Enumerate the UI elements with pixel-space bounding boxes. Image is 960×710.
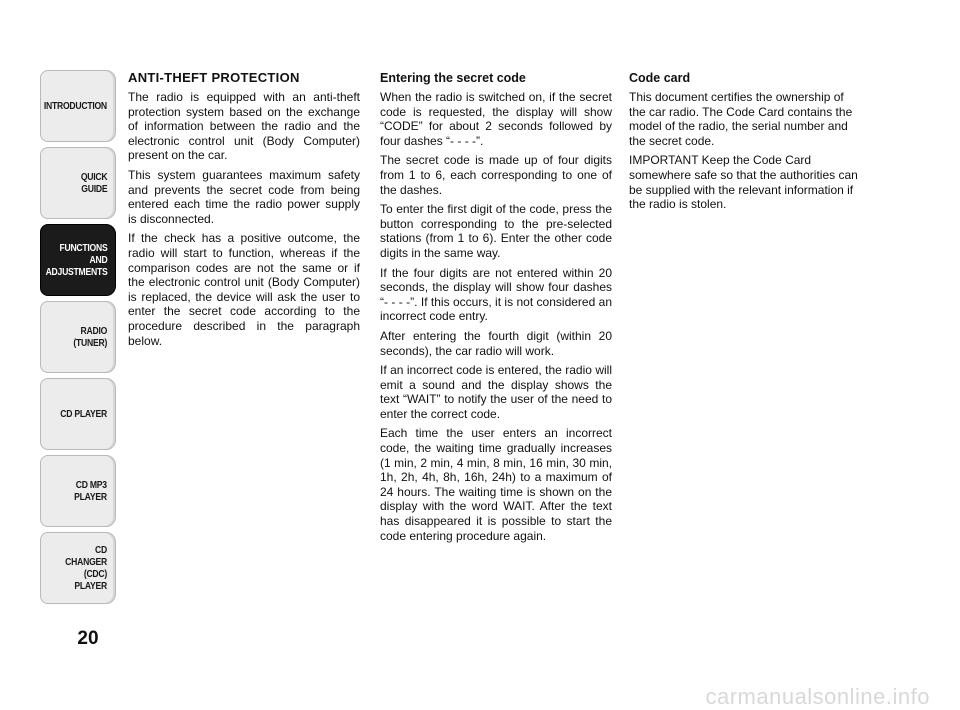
tab-quick-guide[interactable] <box>40 147 116 219</box>
column-anti-theft <box>128 70 360 353</box>
tab-cd-player[interactable] <box>40 378 116 450</box>
tab-cd-mp3-player[interactable] <box>40 455 116 527</box>
tab-label: FUNCTIONS AND ADJUSTMENTS <box>45 242 107 278</box>
tab-functions-and-adjustments[interactable] <box>40 224 116 296</box>
paragraph: If an incorrect code is entered, the radio will emit a sound and the display shows the text “WAIT” to notify the user of the need to enter the correct code. <box>380 363 612 421</box>
tab-label: CD PLAYER <box>60 408 107 420</box>
tab-radio-tuner[interactable] <box>40 301 116 373</box>
paragraph: IMPORTANT Keep the Code Card somewhere safe so that the authorities can be supplied with the relevant information if the radio is stolen. <box>629 153 858 212</box>
watermark-footer: carmanualsonline.info <box>705 684 930 709</box>
paragraph: The radio is equipped with an anti-theft protection system based on the exchange of information between the radio and the electronic control unit (Body Computer) present on the car. <box>128 90 360 163</box>
paragraph: If the four digits are not entered within 20 seconds, the display will show four dashes “- - - -”. If this occurs, it is not considered an incorrect code entry. <box>380 265 612 324</box>
paragraph: To enter the first digit of the code, press the button corresponding to the pre-selected stations (from 1 to 6). Enter the other code digits in the same way. <box>380 202 612 260</box>
paragraph: The secret code is made up of four digits from 1 to 6, each corresponding to one of the dashes. <box>380 153 612 197</box>
tab-label: INTRODUCTION <box>43 100 107 112</box>
section-heading: ANTI-THEFT PROTECTION <box>128 70 300 85</box>
paragraph: After entering the fourth digit (within 20 seconds), the car radio will work. <box>380 328 612 358</box>
section-heading: Entering the secret code <box>380 71 526 85</box>
section-heading: Code card <box>629 71 691 85</box>
column-code-card <box>629 70 861 217</box>
paragraph: When the radio is switched on, if the secret code is requested, the display will show “CODE” for about 2 seconds followed by four dashes “- - - -”. <box>380 90 612 148</box>
column-secret-code <box>380 70 612 548</box>
paragraph: If the check has a positive outcome, the radio will start to function, whereas if the comparison codes are not the same or if the electronic control unit (Body Computer) is replaced, the device will ask the user to enter the secret code according to the procedure described in the paragraph below. <box>128 231 360 348</box>
paragraph: This document certifies the ownership of the car radio. The Code Card contains the model of the radio, the serial number and the secret code. <box>629 90 853 148</box>
paragraph: This system guarantees maximum safety and prevents the secret code from being entered each time the radio power supply is disconnected. <box>128 167 360 226</box>
tab-label: CD MP3 PLAYER <box>74 479 107 503</box>
tab-cd-changer-player[interactable] <box>40 532 116 604</box>
tab-label: CD CHANGER (CDC) PLAYER <box>65 544 107 592</box>
chapter-tabs <box>40 70 116 609</box>
paragraph: Each time the user enters an incorrect code, the waiting time gradually increases (1 min, 2 min, 4 min, 8 min, 16 min, 30 min, 1h, 2h, 4h, 8h, 16h, 24h) to a maximum of 24 hours. The waiting time is shown on the display with the word WAIT. After the text has disappeared it is possible to start the code entering procedure again. <box>380 426 612 543</box>
tab-label: QUICK GUIDE <box>80 171 107 195</box>
tab-label: RADIO (TUNER) <box>73 325 107 349</box>
tab-introduction[interactable] <box>40 70 116 142</box>
page-number: 20 <box>77 628 99 649</box>
